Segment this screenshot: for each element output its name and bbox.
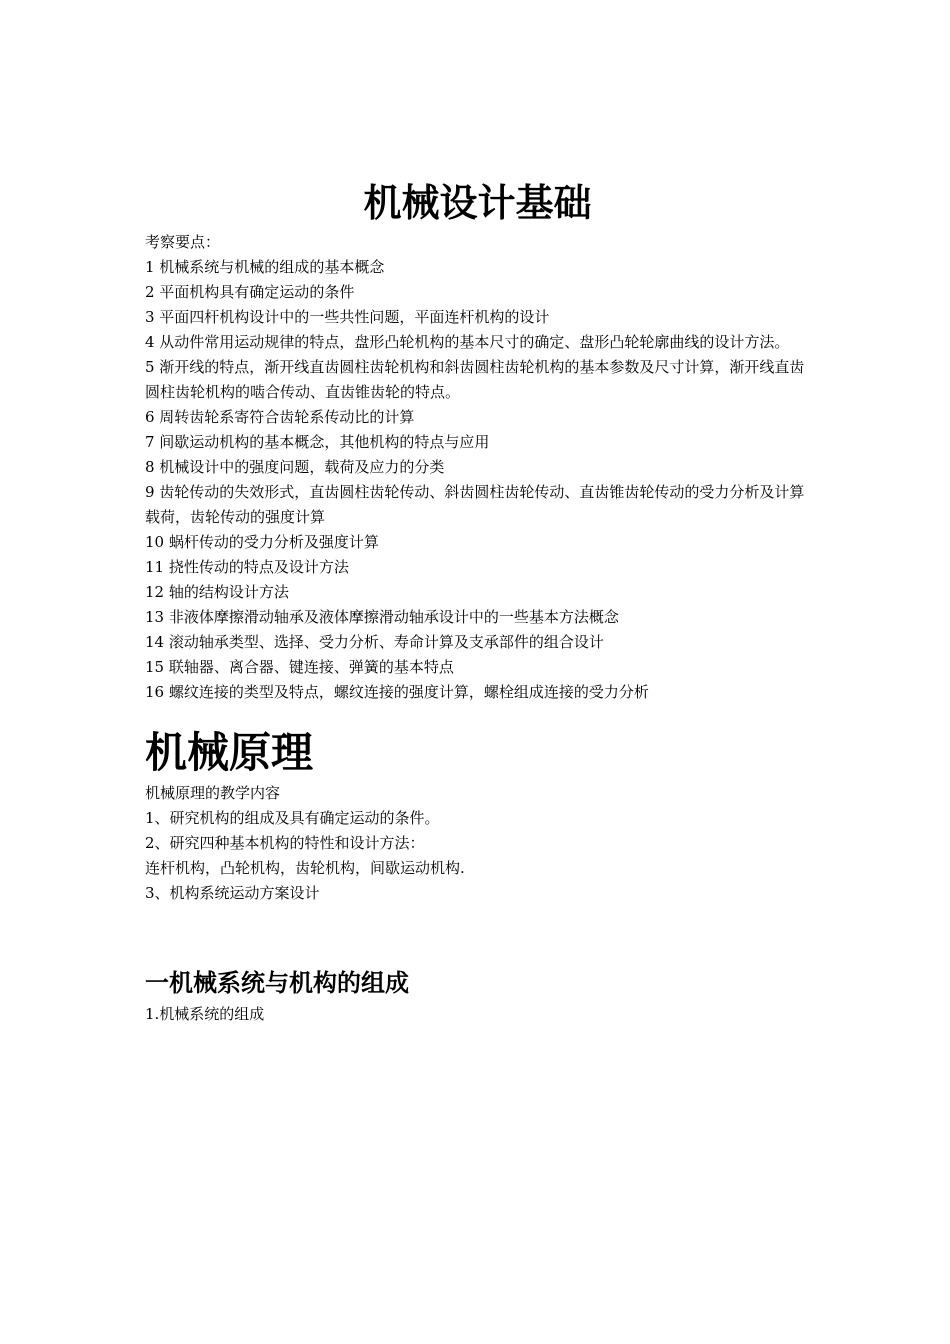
- document-content: [145, 176, 810, 1027]
- list-item: 4 从动件常用运动规律的特点，盘形凸轮机构的基本尺寸的确定、盘形凸轮轮廓曲线的设计方法。: [145, 333, 790, 351]
- list-item: 3 平面四杆机构设计中的一些共性问题，平面连杆机构的设计: [145, 308, 550, 326]
- list-item: 13 非液体摩擦滑动轴承及液体摩擦滑动轴承设计中的一些基本方法概念: [145, 608, 619, 626]
- title-mechanical-principles: 机械原理: [145, 728, 314, 777]
- list-item: 连杆机构，凸轮机构，齿轮机构，间歇运动机构.: [145, 859, 465, 877]
- list-item: 9 齿轮传动的失效形式，直齿圆柱齿轮传动、斜齿圆柱齿轮传动、直齿锥齿轮传动的受力分析及计算载荷，齿轮传动的强度计算: [145, 483, 805, 526]
- list-item: 7 间歇运动机构的基本概念，其他机构的特点与应用: [145, 433, 490, 451]
- list-item: 16 螺纹连接的类型及特点，螺纹连接的强度计算，螺栓组成连接的受力分析: [145, 683, 649, 701]
- list-item: 15 联轴器、离合器、键连接、弹簧的基本特点: [145, 658, 454, 676]
- teaching-content-intro: 机械原理的教学内容: [145, 784, 281, 802]
- title-mechanical-design-basics: 机械设计基础: [363, 180, 592, 225]
- subsection-item: 1.机械系统的组成: [145, 1005, 265, 1023]
- list-item: 14 滚动轴承类型、选择、受力分析、寿命计算及支承部件的组合设计: [145, 633, 604, 651]
- list-item: 1 机械系统与机械的组成的基本概念: [145, 258, 385, 276]
- list-item: 3、机构系统运动方案设计: [145, 884, 320, 902]
- teaching-content-list: [145, 806, 810, 906]
- list-item: 10 蜗杆传动的受力分析及强度计算: [145, 533, 379, 551]
- list-item: 2 平面机构具有确定运动的条件: [145, 283, 355, 301]
- list-item: 11 挠性传动的特点及设计方法: [145, 558, 349, 576]
- list-item: 6 周转齿轮系寄符合齿轮系传动比的计算: [145, 408, 415, 426]
- list-item: 8 机械设计中的强度问题，载荷及应力的分类: [145, 458, 445, 476]
- section-heading-system-composition: 一机械系统与机构的组成: [145, 968, 409, 997]
- list-item: 2、研究四种基本机构的特性和设计方法：: [145, 834, 425, 852]
- list-item: 1、研究机构的组成及具有确定运动的条件。: [145, 809, 440, 827]
- list-item: 12 轴的结构设计方法: [145, 583, 289, 601]
- list-item: 5 渐开线的特点，渐开线直齿圆柱齿轮机构和斜齿圆柱齿轮机构的基本参数及尺寸计算，渐开线直齿圆柱齿轮机构的啮合传动、直齿锥齿轮的特点。: [145, 358, 805, 401]
- exam-points-list: [145, 255, 810, 705]
- exam-points-intro: 考察要点：: [145, 233, 221, 251]
